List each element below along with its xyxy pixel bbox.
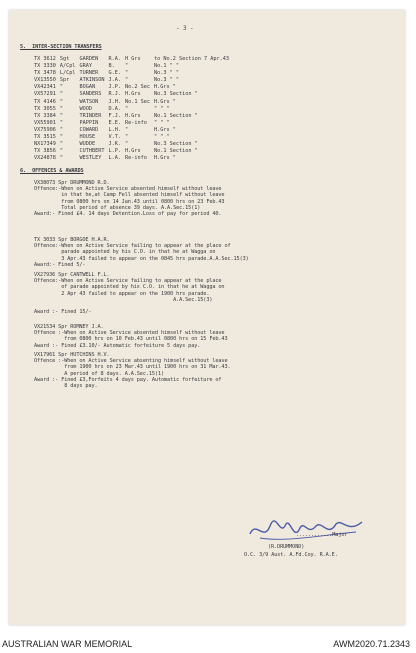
transfer-cell: " <box>125 141 129 148</box>
offence-text-line: Total period of absence 39 days. A.A.Sec.15(1) <box>34 204 201 211</box>
transfer-cell: " " " <box>154 134 170 141</box>
transfer-cell: " <box>125 70 129 77</box>
transfer-cell: No.3 " " <box>154 77 179 84</box>
transfer-cell: WUDDE <box>79 141 96 148</box>
transfer-cell: COWARD <box>79 126 99 133</box>
transfer-cell: " <box>125 77 129 84</box>
transfer-row <box>34 134 233 141</box>
transfer-cell: GRAY <box>79 63 92 70</box>
transfer-cell: " <box>59 126 63 133</box>
transfer-row <box>34 127 233 134</box>
transfer-cell: No.3 Section " <box>154 141 198 148</box>
transfer-cell: D.A. <box>108 105 121 112</box>
offence-text-line: Award:- Fined £4. 14 days Detention.Loss of pay for period 40. <box>34 211 222 217</box>
transfer-cell: WOOD <box>79 105 92 112</box>
footer-right-label: AWM2020.71.2343 <box>333 639 410 649</box>
transfer-cell: PAPPIN <box>79 119 99 126</box>
transfer-cell: No.1 " " <box>154 63 179 70</box>
transfer-cell: R.A. <box>108 56 121 62</box>
transfer-cell: to No.2 Section 7 Apr.43 <box>154 56 229 62</box>
transfer-cell: " <box>59 148 63 155</box>
transfer-cell: " <box>59 134 63 141</box>
transfer-cell: H.Grs " <box>154 84 176 91</box>
transfer-row <box>34 141 233 148</box>
transfer-cell: VX57291 <box>34 91 56 98</box>
transfer-cell: " <box>59 155 63 162</box>
transfer-cell: TRINDER <box>79 112 102 119</box>
transfer-cell: " <box>125 134 129 141</box>
transfer-cell: L.H. <box>108 126 121 133</box>
transfer-cell: H.Grs <box>125 112 141 119</box>
transfer-row <box>34 113 233 120</box>
transfer-cell: " <box>59 91 63 98</box>
footer-left-label: AUSTRALIAN WAR MEMORIAL <box>2 639 133 649</box>
transfer-cell: H.Grs " <box>154 98 176 105</box>
transfer-cell: Re-info <box>125 155 147 162</box>
transfer-row <box>34 63 233 70</box>
transfer-cell: J.H. <box>108 98 121 105</box>
transfer-cell: WESTLEY <box>79 155 102 162</box>
transfer-cell: TX 3384 <box>34 112 56 119</box>
transfer-cell: F.J. <box>108 112 121 119</box>
offence-text-line: Offence :-When on Active Service absenting himself without leave <box>34 358 228 365</box>
transfer-cell: H Grs <box>125 56 141 62</box>
transfer-cell: VX24878 <box>34 155 56 162</box>
transfer-cell: SANDERS <box>79 91 102 98</box>
signature-title: O.C. 3/9 Aust. A.Fd.Coy. R.A.E. <box>244 552 338 558</box>
offence-text-line: from 1900 hrs on 23 Mar.43 until 1900 hrs on 31 Mar.43. <box>34 364 231 371</box>
section5-title: 5. INTER-SECTION TRANSFERS <box>20 44 102 50</box>
transfer-row <box>34 77 233 84</box>
offence-text-line: Offence :-When on Active Service absented himself without leave <box>34 330 225 337</box>
transfer-cell: Re-info <box>125 119 147 126</box>
transfer-cell: H.Grs <box>125 148 141 155</box>
transfer-cell: BOGAN <box>79 84 96 91</box>
transfer-cell: " <box>59 105 63 112</box>
offence-soldier-line: VX38073 Spr DRUMMOND R.D. <box>34 180 110 186</box>
transfer-cell: " " " <box>154 105 170 112</box>
transfer-cell: J.P. <box>108 84 121 91</box>
transfer-cell: VX55901 <box>34 119 56 126</box>
transfer-cell: VX75906 <box>34 126 56 133</box>
transfer-cell: TX 3612 <box>34 56 56 62</box>
offence-text-line: Offence:-When on Active Service absented himself without leave <box>34 186 222 193</box>
offence-soldier-line: VX17961 Spr HUTCHINS H.V. <box>34 352 110 358</box>
transfer-row <box>34 70 233 77</box>
transfer-cell: H.Grs " <box>154 155 176 162</box>
offence-text-line: Award :- Fined £3.10/- Automatic forfeiture 5 days pay. <box>34 342 201 349</box>
offence-text-line: Award:- Fined 5/- <box>34 261 86 268</box>
offence-text-line: from 0800 hrs on 14 Jan.43 until 0800 hrs on 23 Feb.43 <box>34 198 225 205</box>
transfer-cell: No.1 Sec <box>125 98 150 105</box>
transfer-cell: " <box>59 141 63 148</box>
transfer-cell: " <box>59 84 63 91</box>
offence-text-line: A.A.Sec.15(3) <box>34 296 213 303</box>
transfer-cell: ATKINSON <box>79 77 105 84</box>
transfer-cell: TX 3515 <box>34 134 56 141</box>
transfer-cell: GARDEN <box>79 56 99 62</box>
transfer-row <box>34 148 233 155</box>
transfer-cell: H.Grs " <box>154 126 176 133</box>
offence-text-line: from 0800 hrs on 10 Feb.43 until 0800 hrs on 15 Feb.43 <box>34 336 228 343</box>
transfer-cell: Spr <box>59 77 70 84</box>
transfer-row <box>34 99 233 106</box>
transfer-cell: No.3 " " <box>154 70 179 77</box>
transfer-cell: WATSON <box>79 98 99 105</box>
transfer-cell: L.P. <box>108 148 121 155</box>
transfer-row <box>34 120 233 127</box>
offence-text-line: Offence:-When on Active Service failing to appear at the place of <box>34 243 231 250</box>
offence-text-line: Offence:-When on Active Service failing to appear at the place <box>34 278 222 285</box>
transfer-cell: " <box>125 126 129 133</box>
section6-title: 6. OFFENCES & AWARDS <box>20 168 84 174</box>
offence-text-line: in that he,at Camp Fell absented himself without leave <box>34 192 225 199</box>
transfer-cell: CUTHBERT <box>79 148 105 155</box>
transfers-table <box>34 56 233 162</box>
transfer-cell: No.1 Section " <box>154 112 198 119</box>
offence-soldier-line: VX27936 Spr CANTWELL F.L. <box>34 272 110 278</box>
transfer-cell: Sgt <box>59 56 70 62</box>
transfer-cell: G.E. <box>108 70 121 77</box>
transfer-cell: TX 3856 <box>34 148 56 155</box>
transfer-cell: TX 3330 <box>34 63 56 70</box>
transfer-cell: HOUSE <box>79 134 96 141</box>
transfer-cell: VX42341 <box>34 84 56 91</box>
transfer-cell: " <box>125 105 129 112</box>
transfer-cell: No.1 Section " <box>154 148 198 155</box>
transfer-cell: No.2 Sec <box>125 84 150 91</box>
transfer-cell: V.T. <box>108 134 121 141</box>
offence-soldier-line: VX21534 Spr ROMNEY J.A. <box>34 324 104 330</box>
offence-text-line: 2 Apr 43 failed to appear on the 1900 hrs parade. <box>34 290 210 297</box>
transfer-cell: R.J. <box>108 91 121 98</box>
offence-text-line: 3 Apr.43 failed to appear on the 0845 hrs parade.A.A.Sec.15(3) <box>34 255 249 262</box>
signature-name: (R.DRUMMOND) <box>268 544 305 550</box>
transfer-cell: TX 3055 <box>34 105 56 112</box>
transfer-cell: " " " <box>154 119 170 126</box>
offence-text-line: A period of 8 days. A.A.Sec.15(1) <box>34 370 164 377</box>
transfer-row <box>34 91 233 98</box>
signature-rank-line: ............Major <box>296 532 348 538</box>
transfer-cell: E.E. <box>108 119 121 126</box>
transfer-cell: A/Cpl <box>59 63 76 70</box>
transfer-cell: " <box>125 63 129 70</box>
transfer-cell: L/Cpl <box>59 70 76 77</box>
transfer-cell: NX17349 <box>34 141 56 148</box>
transfer-cell: VX13550 <box>34 77 56 84</box>
transfer-cell: J.A. <box>108 77 121 84</box>
transfer-cell: L.A. <box>108 155 121 162</box>
transfer-cell: TX 4146 <box>34 98 56 105</box>
transfer-cell: TX 3478 <box>34 70 56 77</box>
offence-text-line: Award :- Fined 15/- <box>34 309 92 316</box>
offence-text-line: Award :- Fined £3,Forfeits 4 days pay. Automatic forfeiture of <box>34 376 222 383</box>
transfer-cell: " <box>59 112 63 119</box>
offence-soldier-line: TX 3033 Spr BORGOE H.A.R. <box>34 237 110 243</box>
offence-text-line: of parade appointed by his C.O. in that he at Wagga on <box>34 284 225 291</box>
transfer-cell: B. <box>108 63 115 70</box>
transfer-row <box>34 106 233 113</box>
transfer-cell: J.K. <box>108 141 121 148</box>
transfer-row <box>34 84 233 91</box>
page-number: - 3 - <box>176 25 194 32</box>
transfer-cell: No.3 Section " <box>154 91 198 98</box>
transfer-row <box>34 155 233 162</box>
transfer-cell: " <box>59 119 63 126</box>
transfer-cell: TURNER <box>79 70 99 77</box>
transfer-cell: H.Grs <box>125 91 141 98</box>
transfer-row <box>34 56 233 63</box>
footer-bar <box>0 631 416 653</box>
transfer-cell: " <box>59 98 63 105</box>
offence-text-line: parade appointed by his C.O. in that he at Wagga on <box>34 249 216 256</box>
offence-text-line: 8 days pay. <box>34 383 98 389</box>
